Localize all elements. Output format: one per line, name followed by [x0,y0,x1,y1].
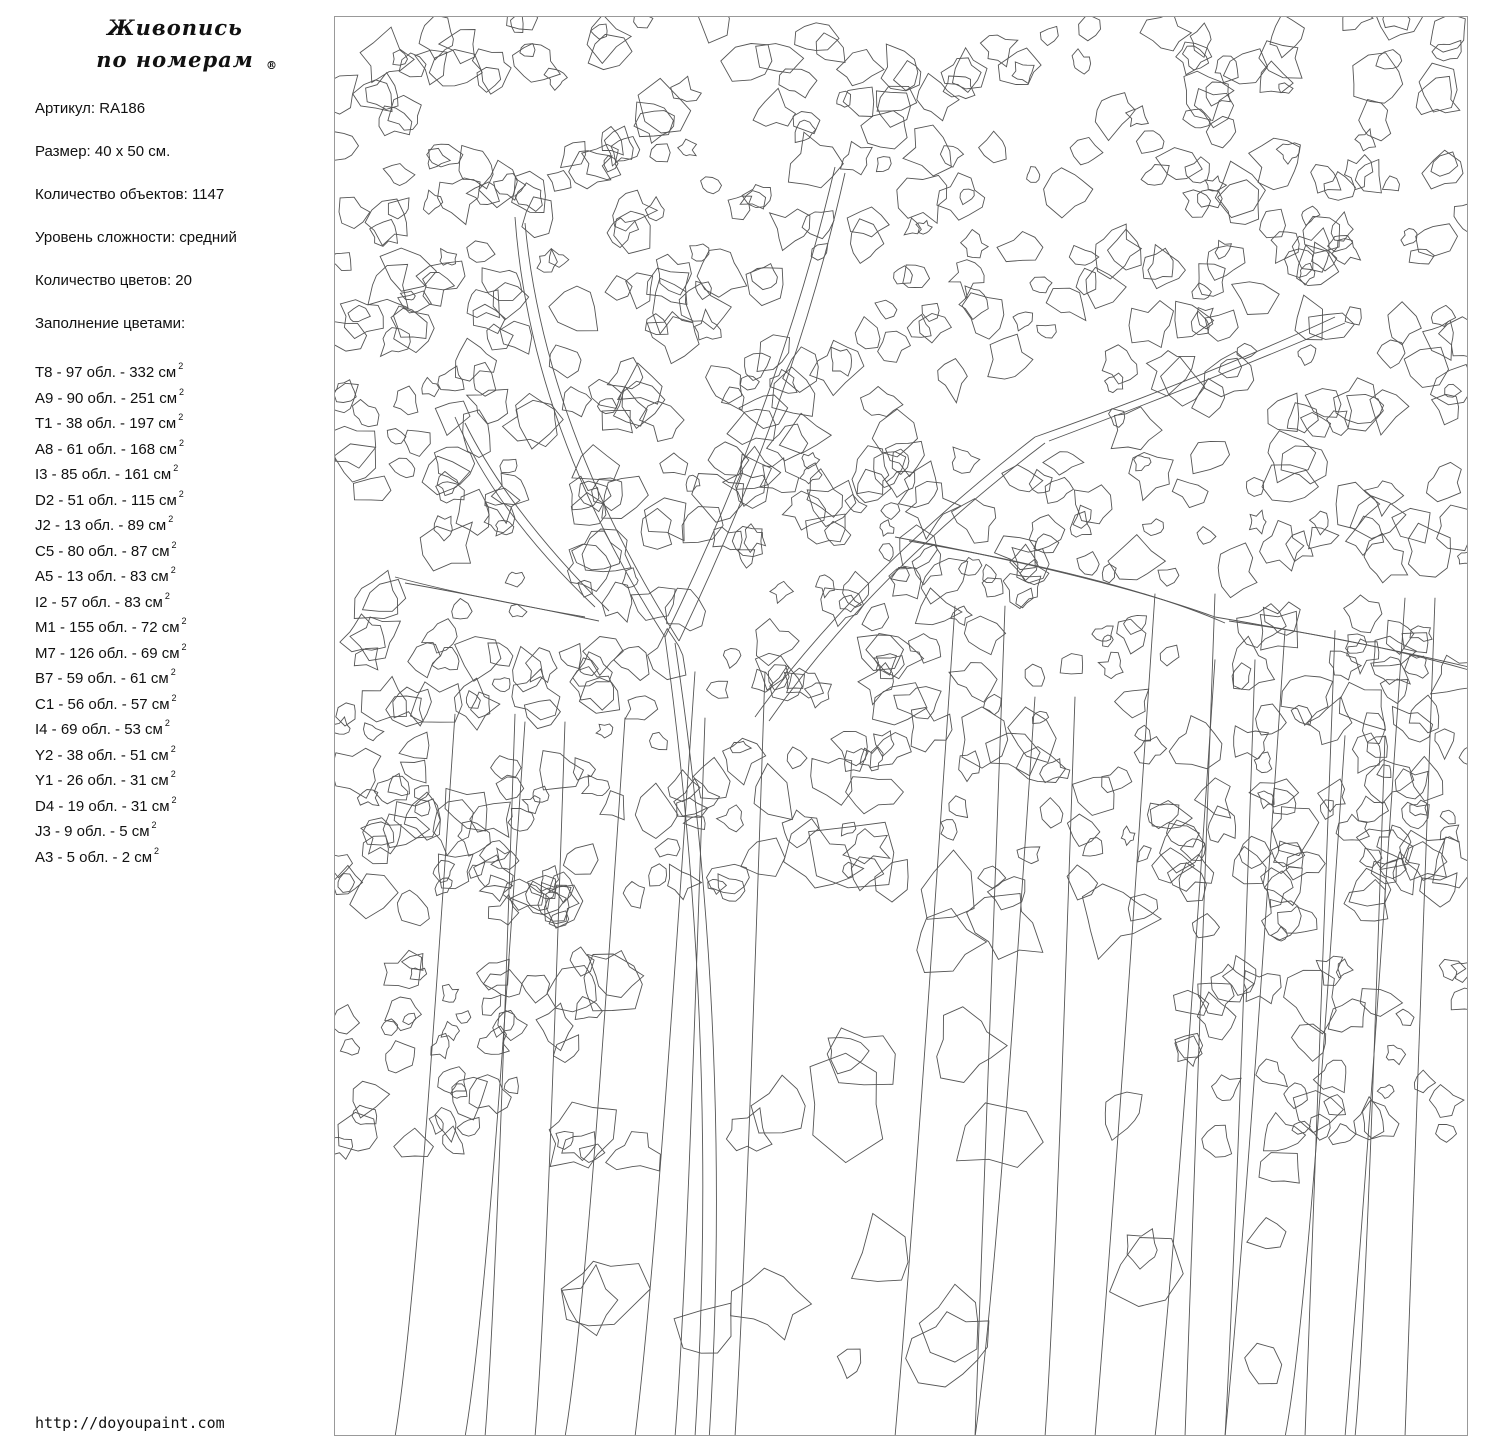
color-entry [35,511,187,537]
color-entry [35,588,187,614]
area-unit-exponent: 2 [170,667,176,677]
area-unit-exponent: 2 [179,437,185,448]
area-unit-exponent: 2 [170,565,176,575]
coloring-canvas [334,16,1468,1436]
color-entry [35,664,187,690]
brand-line2: по номерам [96,47,254,72]
color-entry [35,715,187,741]
color-entry [35,435,187,461]
color-entry [35,766,187,792]
area-unit-exponent: 2 [170,769,176,779]
color-entry-text: A9 - 90 обл. - 251 см [35,389,178,407]
area-unit-exponent: 2 [168,514,174,524]
color-entry [35,613,187,639]
article-number: Артикул: RA186 [35,100,146,117]
color-entry-text: Y2 - 38 обл. - 51 см [35,746,169,764]
fill-title: Заполнение цветами: [35,315,186,332]
area-unit-exponent: 2 [178,488,184,499]
color-entry [35,741,187,767]
color-entry [35,792,187,818]
color-entry-text: I3 - 85 обл. - 161 см [35,466,172,483]
color-entry-text: I2 - 57 обл. - 83 см [35,593,163,611]
area-unit-exponent: 2 [164,590,170,601]
color-entry-text: D2 - 51 обл. - 115 см [35,491,177,509]
area-unit-exponent: 2 [151,820,157,830]
color-entry [35,690,187,716]
color-entry [35,817,187,843]
color-entry [35,639,187,665]
area-unit-exponent: 2 [178,412,184,422]
area-unit-exponent: 2 [173,463,179,473]
tree-outline-artwork [335,17,1468,1436]
color-entry-text: A5 - 13 обл. - 83 см [35,568,169,585]
website-link[interactable]: http://doyoupaint.com [35,1414,225,1432]
color-entry [35,843,187,869]
color-entry [35,409,187,435]
color-entry-text: J2 - 13 обл. - 89 см [35,517,167,534]
product-info [35,98,325,356]
color-entry [35,486,187,512]
color-entry-text: T8 - 97 обл. - 332 см [35,364,177,381]
color-entry-text: J3 - 9 обл. - 5 см [35,823,150,840]
area-unit-exponent: 2 [181,616,187,626]
color-entry [35,384,187,410]
canvas-size: Размер: 40 х 50 см. [35,143,171,160]
color-entry-text: B7 - 59 обл. - 61 см [35,670,169,687]
brand-line1: Живопись [107,15,243,40]
color-entry [35,562,187,588]
color-entry-text: A3 - 5 обл. - 2 см [35,848,153,866]
area-unit-exponent: 2 [179,386,185,397]
color-entry-text: D4 - 19 обл. - 31 см [35,797,170,815]
objects-count: Количество объектов: 1147 [35,186,225,203]
color-entry-text: C1 - 56 обл. - 57 см [35,695,170,713]
brand-logo [60,12,290,76]
color-entry-text: M7 - 126 обл. - 69 см [35,644,180,662]
color-list [35,358,187,868]
colors-count: Количество цветов: 20 [35,272,192,289]
color-entry-text: Y1 - 26 обл. - 31 см [35,772,169,789]
color-entry [35,358,187,384]
area-unit-exponent: 2 [164,718,170,728]
color-entry-text: A8 - 61 обл. - 168 см [35,440,178,458]
area-unit-exponent: 2 [171,794,177,805]
area-unit-exponent: 2 [171,539,177,550]
area-unit-exponent: 2 [170,743,176,754]
color-entry-text: I4 - 69 обл. - 53 см [35,721,163,738]
registered-mark: ® [266,59,278,72]
difficulty-level: Уровень сложности: средний [35,229,237,246]
color-entry-text: M1 - 155 обл. - 72 см [35,619,180,636]
area-unit-exponent: 2 [154,845,160,856]
color-entry [35,460,187,486]
color-entry-text: C5 - 80 обл. - 87 см [35,542,170,560]
area-unit-exponent: 2 [171,692,177,703]
area-unit-exponent: 2 [178,361,184,371]
color-entry [35,537,187,563]
color-entry-text: T1 - 38 обл. - 197 см [35,415,177,432]
outline-lines [335,17,1468,1436]
area-unit-exponent: 2 [181,641,187,652]
